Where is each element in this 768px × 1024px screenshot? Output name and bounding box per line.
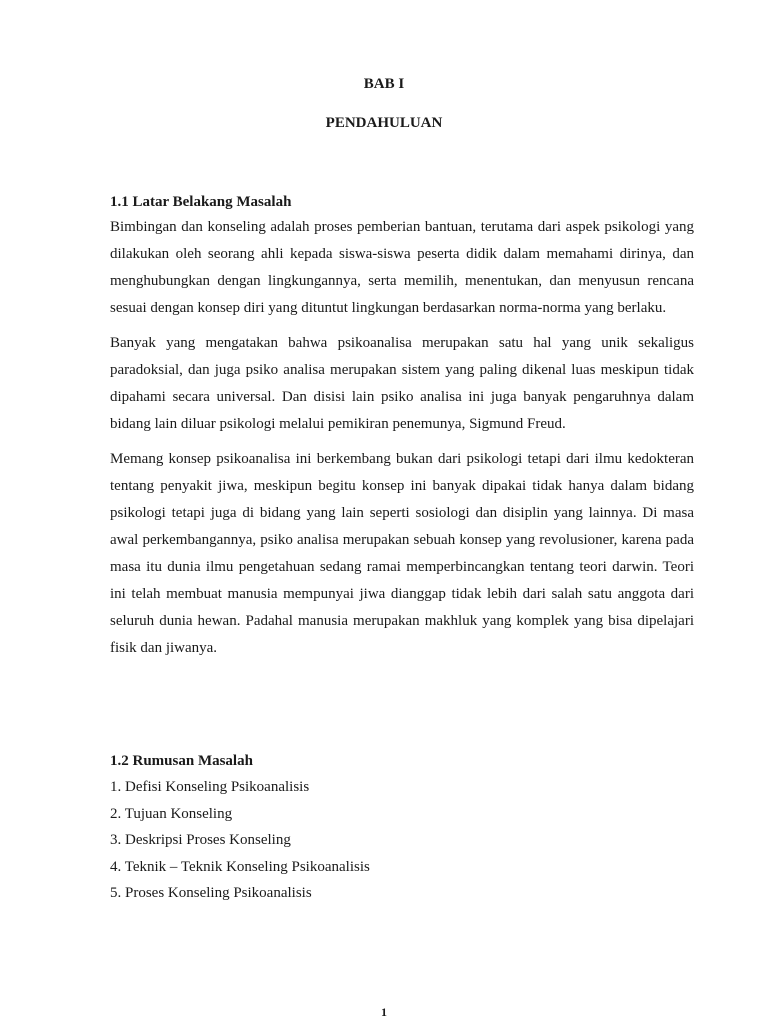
section-heading: 1.2 Rumusan Masalah (110, 753, 253, 769)
list-item: 4. Teknik – Teknik Konseling Psikoanalisis (110, 858, 370, 875)
page-number: 1 (381, 1005, 387, 1019)
paragraph: Memang konsep psikoanalisa ini berkembang bukan dari psikologi tetapi dari ilmu kedokteran tentang penyakit jiwa, meskipun begitu konsep ini banyak dipakai tidak hanya dalam bidang psikologi tetapi juga di bidang yang lain seperti sosiologi dan disiplin yang lainnya. Di masa awal perkembangannya, psiko analisa merupakan sebuah konsep yang revolusioner, karena pada masa itu dunia ilmu pengetahuan sedang ramai memperbincangkan tentang teori darwin. Teori ini telah membuat manusia mempunyai jiwa dianggap tidak lebih dari salah satu anggota dari seluruh dunia hewan. Padahal manusia merupakan makhluk yang komplek yang bisa dipelajari fisik dan jiwanya. (110, 451, 694, 656)
section-problem-formulation (110, 751, 694, 907)
section-background (110, 192, 694, 662)
paragraph: Bimbingan dan konseling adalah proses pemberian bantuan, terutama dari aspek psikologi yang dilakukan oleh seorang ahli kepada siswa-siswa peserta didik dalam memahami dirinya, dan menghubungkan dengan lingkungannya, serta memilih, menentukan, dan menyusun rencana sesuai dengan konsep diri yang dituntut lingkungan berdasarkan norma-norma yang berlaku. (110, 219, 694, 316)
problem-list (110, 774, 694, 907)
list-item: 1. Defisi Konseling Psikoanalisis (110, 779, 310, 795)
list-item: 3. Deskripsi Proses Konseling (110, 832, 291, 848)
chapter-title: PENDAHULUAN (325, 115, 443, 131)
paragraph: Banyak yang mengatakan bahwa psikoanalisa merupakan satu hal yang unik sekaligus paradoksial, dan juga psiko analisa merupakan sistem yang paling dikenal luas meskipun tidak dipahami secara universal. Dan disisi lain psiko analisa ini juga banyak pengaruhnya dalam bidang lain diluar psikologi melalui pemikiran penemunya, Sigmund Freud. (110, 335, 694, 432)
list-item: 2. Tujuan Konseling (110, 805, 233, 822)
section-heading: 1.1 Latar Belakang Masalah (110, 194, 292, 210)
list-item: 5. Proses Konseling Psikoanalisis (110, 885, 312, 901)
chapter-label: BAB I (363, 76, 405, 92)
